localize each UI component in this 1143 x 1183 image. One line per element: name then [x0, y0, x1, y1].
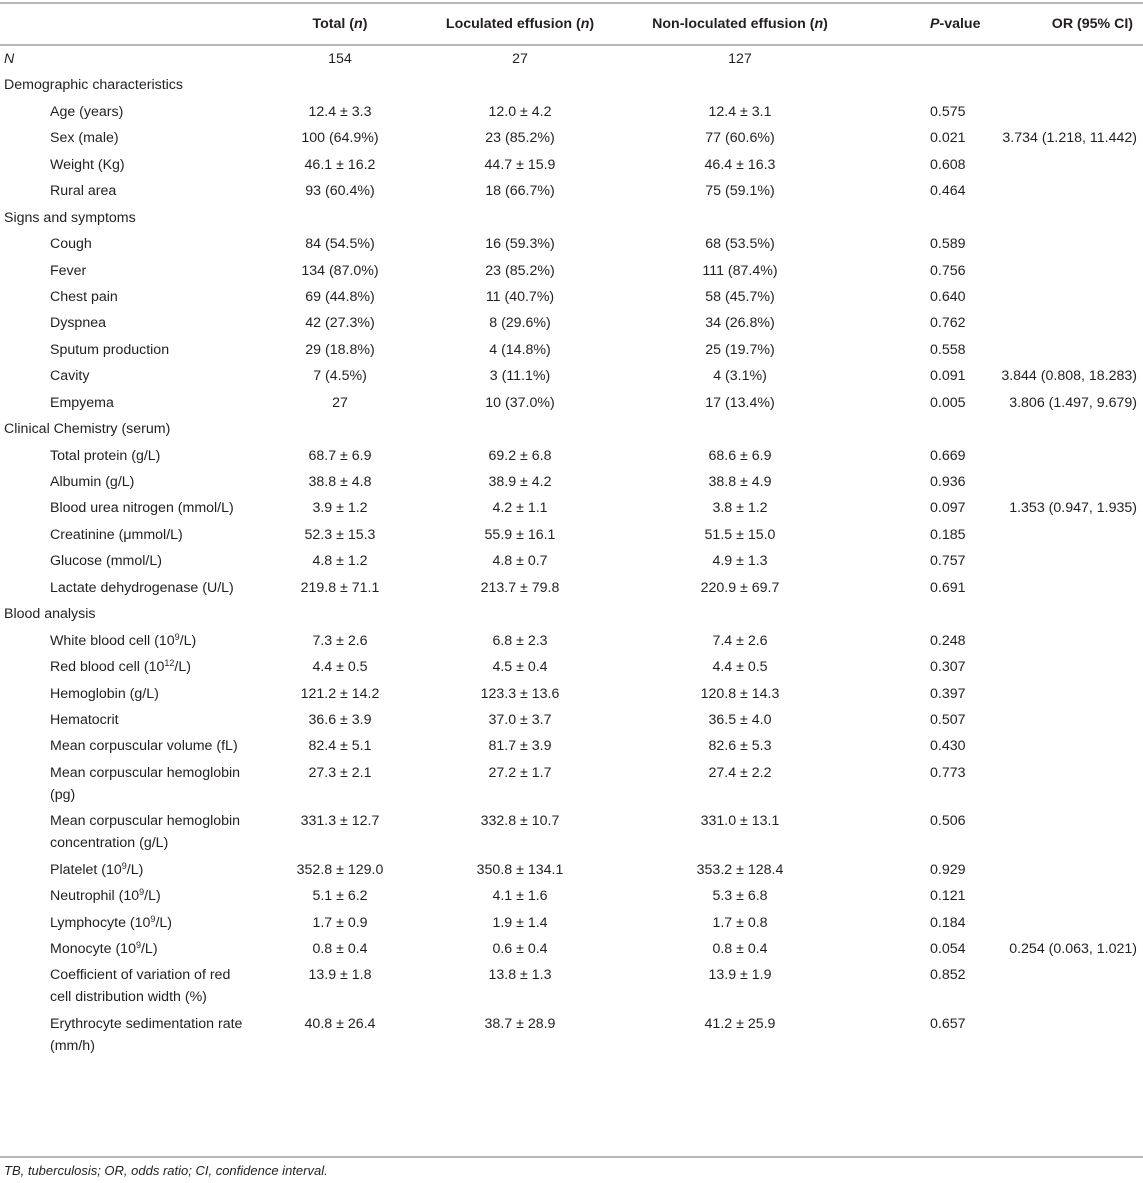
cell-non-loculated: 4.4 ± 0.5 — [712, 659, 768, 676]
table-row — [0, 152, 1143, 178]
cell-loculated: 8 (29.6%) — [489, 315, 551, 332]
cell-total: 46.1 ± 16.2 — [304, 156, 376, 173]
table-row — [0, 178, 1143, 204]
row-label: Albumin (g/L) — [50, 474, 135, 490]
table-row — [0, 883, 1143, 909]
cell-or-ci — [950, 337, 1143, 363]
cell-non-loculated: 353.2 ± 128.4 — [696, 861, 784, 878]
cell-loculated: 23 (85.2%) — [485, 130, 555, 147]
cell-or-ci — [950, 310, 1143, 336]
row-label: Total protein (g/L) — [50, 447, 161, 464]
cell-loculated: 69.2 ± 6.8 — [488, 447, 552, 464]
cell-non-loculated: 77 (60.6%) — [705, 130, 775, 147]
row-label: Monocyte $(10^9/L)$ — [50, 940, 158, 957]
section-title: Signs and symptoms — [4, 209, 136, 226]
table-footnote: TB, tuberculosis; OR, odds ratio; CI, confidence interval. — [4, 1163, 328, 1178]
table-row — [0, 936, 1143, 962]
cell-or-ci — [950, 469, 1143, 495]
cell-p-value: 0.929 — [930, 861, 966, 878]
cell-non-loculated: 331.0 ± 13.1 — [700, 813, 780, 830]
cell-loculated: 13.8 ± 1.3 — [488, 967, 552, 984]
cell-p-value: 0.773 — [930, 764, 966, 781]
cell-or-ci — [950, 178, 1143, 204]
cell-loculated: 4.1 ± 1.6 — [492, 888, 548, 905]
table-row — [0, 628, 1143, 654]
table-row — [0, 337, 1143, 363]
cell-non-loculated: 4 (3.1%) — [713, 368, 767, 385]
table-row — [0, 733, 1143, 759]
cell-total: 38.8 ± 4.8 — [308, 474, 372, 490]
cell-p-value: 0.005 — [930, 394, 966, 411]
table-row — [0, 575, 1143, 601]
cell-loculated: 6.8 ± 2.3 — [492, 632, 548, 649]
cell-loculated: 4 (14.8%) — [489, 341, 551, 358]
table-top-rule — [0, 2, 1143, 4]
cell-or-ci — [950, 99, 1143, 125]
table-row — [0, 910, 1143, 936]
cell-total: 68.7 ± 6.9 — [308, 447, 372, 464]
cell-p-value: 0.506 — [930, 813, 966, 830]
cell-total: 52.3 ± 15.3 — [304, 526, 376, 543]
cell-p-value: 0.691 — [930, 579, 966, 596]
cell-total: 13.9 ± 1.8 — [308, 967, 372, 984]
table-row — [0, 681, 1143, 707]
row-label: Chest pain — [50, 288, 118, 305]
cell-loculated: 10 (37.0%) — [485, 394, 555, 411]
cell-loculated: 37.0 ± 3.7 — [488, 711, 552, 728]
table-row — [0, 231, 1143, 257]
row-label: Coefficient of variation of red cell distribution width (%) — [50, 967, 231, 1006]
cell-non-loculated: 27.4 ± 2.2 — [708, 764, 772, 781]
header-p-value: P-value — [930, 16, 981, 32]
cell-p-value: 0.430 — [930, 738, 966, 755]
cell-total: 7.3 ± 2.6 — [312, 632, 368, 649]
cell-p-value: 0.558 — [930, 341, 966, 358]
cell-p-value: 0.762 — [930, 315, 966, 332]
cell-or-ci — [950, 654, 1143, 680]
cell-non-loculated: 82.6 ± 5.3 — [708, 738, 772, 755]
row-label: Cavity — [50, 368, 90, 385]
cell-or-ci — [950, 707, 1143, 733]
cell-loculated: 81.7 ± 3.9 — [488, 738, 552, 755]
cell-total: 42 (27.3%) — [305, 315, 375, 332]
cell-total: 331.3 ± 12.7 — [300, 813, 380, 830]
row-label: Lactate dehydrogenase (U/L) — [50, 579, 234, 596]
cell-non-loculated: 34 (26.8%) — [705, 315, 775, 332]
cell-p-value: 0.054 — [930, 941, 966, 957]
cell-total: 4.4 ± 0.5 — [312, 659, 368, 676]
cell-total: 219.8 ± 71.1 — [300, 579, 380, 596]
n-label: N — [4, 51, 15, 67]
cell-or-ci — [950, 575, 1143, 601]
row-label: White blood cell $(10^9/L)$ — [50, 631, 197, 649]
cell-p-value: 0.657 — [930, 1015, 966, 1032]
section-title: Demographic characteristics — [4, 77, 183, 94]
cell-loculated: 12.0 ± 4.2 — [488, 103, 552, 120]
row-label: Hemoglobin (g/L) — [50, 685, 159, 702]
cell-non-loculated: 25 (19.7%) — [705, 341, 775, 358]
cell-or-ci — [950, 152, 1143, 178]
cell-p-value: 0.091 — [930, 368, 966, 385]
cell-loculated: 38.9 ± 4.2 — [488, 474, 552, 490]
cell-non-loculated: 4.9 ± 1.3 — [712, 553, 768, 570]
cell-total: 5.1 ± 6.2 — [312, 888, 368, 905]
row-label: Age (years) — [50, 103, 124, 120]
row-label: Sex (male) — [50, 130, 119, 147]
table-row — [0, 707, 1143, 733]
cell-total: 69 (44.8%) — [305, 288, 375, 305]
cell-total: 100 (64.9%) — [301, 130, 379, 147]
cell-total: 121.2 ± 14.2 — [300, 685, 380, 702]
header-total: Total (n) — [312, 16, 368, 32]
cell-non-loculated: 111 (87.4%) — [702, 262, 778, 279]
cell-non-loculated: 5.3 ± 6.8 — [712, 888, 768, 905]
cell-loculated: 4.2 ± 1.1 — [492, 500, 548, 517]
results-table — [0, 8, 1143, 1059]
cell-p-value: 0.184 — [930, 914, 966, 931]
cell-total: 0.8 ± 0.4 — [312, 941, 368, 957]
table-row — [0, 495, 1143, 521]
cell-non-loculated: 220.9 ± 69.7 — [700, 579, 780, 596]
row-label: Rural area — [50, 183, 117, 200]
row-label: Erythrocyte sedimentation rate (mm/h) — [50, 1015, 243, 1054]
header-loculated: Loculated effusion (n) — [445, 16, 595, 32]
cell-or-ci — [950, 443, 1143, 469]
table-row — [0, 443, 1143, 469]
header-variable — [0, 8, 250, 40]
cell-p-value: 0.669 — [930, 447, 966, 464]
cell-loculated: 23 (85.2%) — [485, 262, 555, 279]
cell-or-ci — [950, 857, 1143, 883]
table-row — [0, 390, 1143, 416]
cell-total: 27.3 ± 2.1 — [308, 764, 372, 781]
cell-p-value: 0.464 — [930, 183, 966, 200]
cell-p-value: 0.097 — [930, 500, 966, 517]
row-label: Fever — [50, 262, 87, 279]
header-or-ci: OR (95% CI) — [1051, 16, 1133, 32]
row-label: Neutrophil $(10^9/L)$ — [50, 887, 161, 905]
cell-p-value: 0.507 — [930, 711, 966, 728]
table-row — [0, 284, 1143, 310]
cell-total: 134 (87.0%) — [301, 262, 379, 279]
cell-p-value: 0.248 — [930, 632, 966, 649]
cell-non-loculated: 58 (45.7%) — [705, 288, 775, 305]
cell-non-loculated: 68 (53.5%) — [705, 236, 775, 253]
section-header-row — [0, 205, 1143, 231]
row-label: Mean corpuscular hemoglobin concentration (g/L) — [50, 813, 241, 852]
cell-non-loculated: 0.8 ± 0.4 — [712, 941, 768, 957]
cell-or-ci — [950, 681, 1143, 707]
cell-p-value: 0.575 — [930, 103, 966, 120]
table-row — [0, 548, 1143, 574]
cell-or-ci: 3.844 (0.808, 18.283) — [1001, 368, 1137, 385]
cell-loculated: 55.9 ± 16.1 — [484, 526, 556, 543]
cell-total: 7 (4.5%) — [313, 368, 367, 385]
cell-loculated: 213.7 ± 79.8 — [480, 579, 560, 596]
table-row — [0, 99, 1143, 125]
cell-non-loculated: 75 (59.1%) — [705, 183, 775, 200]
table-row — [0, 363, 1143, 389]
cell-loculated: 4.8 ± 0.7 — [492, 553, 548, 570]
cell-loculated: 16 (59.3%) — [485, 236, 555, 253]
table-row — [0, 760, 1143, 808]
n-loculated: 27 — [512, 51, 528, 67]
cell-total: 4.8 ± 1.2 — [312, 553, 368, 570]
table-row — [0, 857, 1143, 883]
cell-non-loculated: 68.6 ± 6.9 — [708, 447, 772, 464]
n-non-loculated: 127 — [728, 51, 752, 67]
row-label: Mean corpuscular volume (fL) — [50, 738, 238, 755]
table-row — [0, 1011, 1143, 1059]
cell-loculated: 3 (11.1%) — [489, 368, 551, 385]
cell-or-ci — [950, 231, 1143, 257]
row-label: Creatinine (μmmol/L) — [50, 526, 183, 543]
cell-or-ci — [950, 258, 1143, 284]
header-non-loculated: Non-loculated effusion (n) — [652, 16, 828, 32]
cell-total: 29 (18.8%) — [305, 341, 375, 358]
cell-p-value: 0.936 — [930, 474, 966, 490]
cell-total: 352.8 ± 129.0 — [296, 861, 384, 878]
cell-loculated: 4.5 ± 0.4 — [492, 659, 548, 676]
cell-total: 82.4 ± 5.1 — [308, 738, 372, 755]
cell-loculated: 0.6 ± 0.4 — [492, 941, 548, 957]
cell-non-loculated: 13.9 ± 1.9 — [708, 967, 772, 984]
cell-loculated: 27.2 ± 1.7 — [488, 764, 552, 781]
table-row — [0, 654, 1143, 680]
cell-or-ci — [950, 733, 1143, 759]
n-row — [0, 40, 1143, 72]
cell-p-value: 0.756 — [930, 262, 966, 279]
row-label: Lymphocyte $(10^9/L)$ — [50, 913, 172, 931]
section-header-row — [0, 601, 1143, 627]
cell-loculated: 123.3 ± 13.6 — [480, 685, 560, 702]
cell-non-loculated: 41.2 ± 25.9 — [704, 1015, 776, 1032]
row-label: Mean corpuscular hemoglobin (pg) — [50, 764, 241, 803]
cell-or-ci — [950, 760, 1143, 808]
row-label: Red blood cell $(10^{12}/L)$ — [50, 658, 191, 676]
cell-p-value: 0.121 — [930, 888, 966, 905]
table-row — [0, 962, 1143, 1010]
cell-p-value: 0.397 — [930, 685, 966, 702]
cell-loculated: 350.8 ± 134.1 — [476, 861, 564, 878]
cell-loculated: 44.7 ± 15.9 — [484, 156, 556, 173]
cell-total: 40.8 ± 26.4 — [304, 1015, 376, 1032]
cell-p-value: 0.852 — [930, 967, 966, 984]
row-label: Glucose (mmol/L) — [50, 553, 162, 570]
cell-loculated: 38.7 ± 28.9 — [484, 1015, 556, 1032]
row-label: Platelet $(10^9/L)$ — [50, 860, 144, 878]
cell-or-ci — [950, 628, 1143, 654]
cell-non-loculated: 1.7 ± 0.8 — [712, 914, 768, 931]
cell-loculated: 18 (66.7%) — [485, 183, 555, 200]
cell-total: 3.9 ± 1.2 — [312, 500, 368, 517]
table-bottom-rule — [0, 1156, 1143, 1158]
cell-p-value: 0.608 — [930, 156, 966, 173]
cell-total: 27 — [332, 394, 348, 411]
row-label: Hematocrit — [50, 711, 119, 728]
cell-non-loculated: 12.4 ± 3.1 — [708, 103, 772, 120]
cell-total: 36.6 ± 3.9 — [308, 711, 372, 728]
cell-or-ci: 0.254 (0.063, 1.021) — [1009, 941, 1137, 957]
section-title: Clinical Chemistry (serum) — [4, 421, 171, 438]
cell-loculated: 1.9 ± 1.4 — [492, 914, 548, 931]
cell-non-loculated: 120.8 ± 14.3 — [700, 685, 780, 702]
cell-or-ci: 1.353 (0.947, 1.935) — [1009, 500, 1137, 517]
table-row — [0, 808, 1143, 856]
cell-or-ci — [950, 910, 1143, 936]
cell-loculated: 11 (40.7%) — [485, 288, 555, 305]
section-header-row — [0, 416, 1143, 442]
cell-non-loculated: 51.5 ± 15.0 — [704, 526, 776, 543]
row-label: Cough — [50, 236, 92, 253]
row-label: Blood urea nitrogen (mmol/L) — [50, 500, 234, 517]
cell-p-value: 0.589 — [930, 236, 966, 253]
header-row — [0, 8, 1143, 40]
table-row — [0, 469, 1143, 495]
cell-or-ci — [950, 962, 1143, 1010]
row-label: Dyspnea — [50, 315, 106, 332]
cell-or-ci: 3.806 (1.497, 9.679) — [1009, 394, 1137, 411]
cell-p-value: 0.307 — [930, 659, 966, 676]
table-row — [0, 258, 1143, 284]
table-row — [0, 125, 1143, 151]
cell-or-ci — [950, 883, 1143, 909]
cell-non-loculated: 38.8 ± 4.9 — [708, 474, 772, 490]
cell-p-value: 0.640 — [930, 288, 966, 305]
cell-total: 12.4 ± 3.3 — [308, 103, 372, 120]
cell-total: 93 (60.4%) — [305, 183, 375, 200]
cell-non-loculated: 7.4 ± 2.6 — [712, 632, 768, 649]
cell-total: 1.7 ± 0.9 — [312, 914, 368, 931]
row-label: Empyema — [50, 394, 114, 411]
section-title: Blood analysis — [4, 606, 96, 623]
cell-or-ci — [950, 548, 1143, 574]
section-header-row — [0, 72, 1143, 98]
cell-p-value: 0.021 — [930, 130, 966, 147]
cell-non-loculated: 36.5 ± 4.0 — [708, 711, 772, 728]
cell-non-loculated: 3.8 ± 1.2 — [712, 500, 768, 517]
cell-p-value: 0.185 — [930, 526, 966, 543]
table-row — [0, 310, 1143, 336]
table-row — [0, 522, 1143, 548]
cell-non-loculated: 46.4 ± 16.3 — [704, 156, 776, 173]
cell-total: 84 (54.5%) — [305, 236, 375, 253]
cell-or-ci — [950, 808, 1143, 856]
cell-non-loculated: 17 (13.4%) — [705, 394, 775, 411]
cell-p-value: 0.757 — [930, 553, 966, 570]
row-label: Sputum production — [50, 341, 170, 358]
cell-loculated: 332.8 ± 10.7 — [480, 813, 560, 830]
cell-or-ci — [950, 1011, 1143, 1059]
cell-or-ci — [950, 522, 1143, 548]
cell-or-ci: 3.734 (1.218, 11.442) — [1002, 130, 1137, 147]
row-label: Weight (Kg) — [50, 156, 125, 173]
n-total: 154 — [328, 51, 352, 67]
cell-or-ci — [950, 284, 1143, 310]
